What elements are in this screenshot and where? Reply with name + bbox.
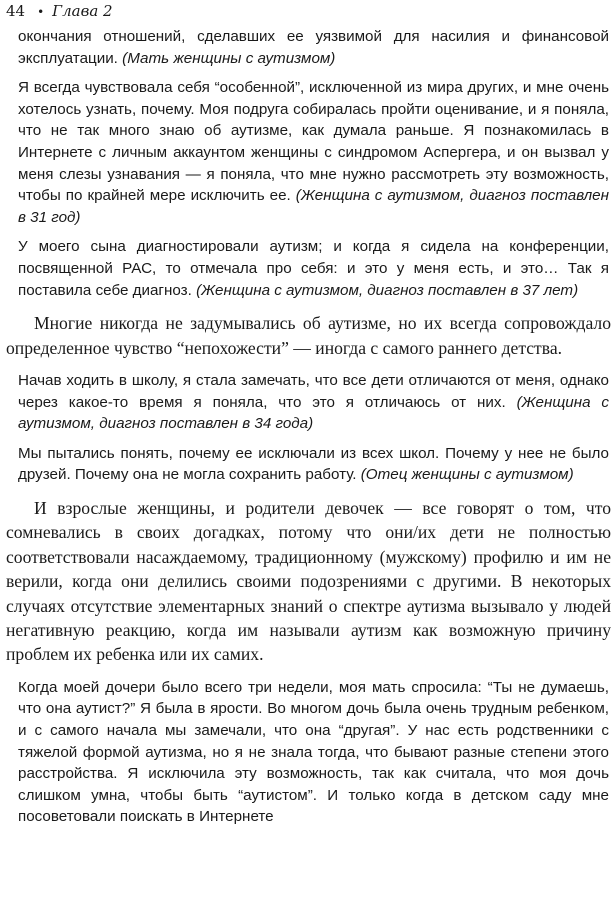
- quote-3: [6, 236, 611, 301]
- quote-2: [6, 77, 611, 228]
- quote-5: [6, 443, 611, 486]
- quote-4: [6, 370, 611, 435]
- quote-3-text: У моего сына диагностировали аутизм; и когда я сидела на конференции, посвященной РАС, то отмечала про себя: и это у меня есть, и это… Так я поставила себе диагноз.: [18, 238, 609, 299]
- quote-5-source: (Отец женщины с аутизмом): [360, 466, 574, 484]
- page-header: [6, 0, 611, 22]
- quote-3-source: (Женщина с аутизмом, диагноз поставлен в 37 лет): [196, 281, 579, 299]
- page-number: 44: [6, 2, 26, 20]
- quote-4-text: Начав ходить в школу, я стала замечать, что все дети отличаются от меня, однако через какое-то время я поняла, что это я отличаюсь от них.: [18, 371, 609, 411]
- quote-4-source: (Женщина с аутизмом, диагноз поставлен в 34 года): [18, 393, 609, 433]
- body-paragraph-1: Многие никогда не задумывались об аутизме, но их всегда сопровождало определенное чувство “непохожести” — иногда с самого раннего детства.: [6, 313, 611, 358]
- header-bullet: •: [37, 5, 45, 19]
- body-paragraph-2: И взрослые женщины, и родители девочек — все говорят о том, что сомневались в своих догадках, потому что они/их дети не полностью соответствовали насаждаемому, традиционному (мужскому) профилю и им не верили, когда они делились своими подозрениями с другими. В некоторых случаях отсутствие элементарных знаний о спектре аутизма вызывало у людей негативную реакцию, когда им называли аутизм как возможную причину проблем их ребенка или их самих.: [6, 497, 611, 665]
- quote-1-source: (Мать женщины с аутизмом): [122, 49, 336, 67]
- quote-6-text: Когда моей дочери было всего три недели, моя мать спросила: “Ты не думаешь, что она аутист?” Я была в ярости. Во многом дочь была очень трудным ребенком, и с самого начала мы замечали, что она “другая”. У нас есть родственники с тяжелой формой аутизма, но я не знала тогда, что бывают разные степени этого расстройства. Я исключила эту возможность, так как считала, что моя дочь слишком умна, чтобы быть “аутистом”. И только когда в детском саду мне посоветовали поискать в Интернете: [18, 678, 609, 826]
- quote-2-source: (Женщина с аутизмом, диагноз поставлен в 31 год): [18, 187, 609, 226]
- quote-1-text: окончания отношений, сделавших ее уязвимой для насилия и финансовой эксплуатации.: [18, 28, 609, 67]
- quote-6: [6, 677, 611, 828]
- quote-5-text: Мы пытались понять, почему ее исключали из всех школ. Почему у нее не было друзей. Почему она не могла сохранить работу.: [18, 444, 609, 484]
- quote-2-text: Я всегда чувствовала себя “особенной”, исключенной из мира других, и мне очень хотелось узнать, почему. Моя подруга собиралась пройти оценивание, и я поняла, что не так много знаю об аутизме, как думала раньше. Я познакомилась в Интернете с личным аккаунтом женщины с синдромом Аспергера, и он вызвал у меня слезы узнавания — я поняла, что мне нужно рассмотреть эту возможность, чтобы по крайней мере исключить ее.: [18, 79, 609, 205]
- quote-1: [6, 26, 611, 69]
- chapter-title: Глава 2: [52, 2, 113, 20]
